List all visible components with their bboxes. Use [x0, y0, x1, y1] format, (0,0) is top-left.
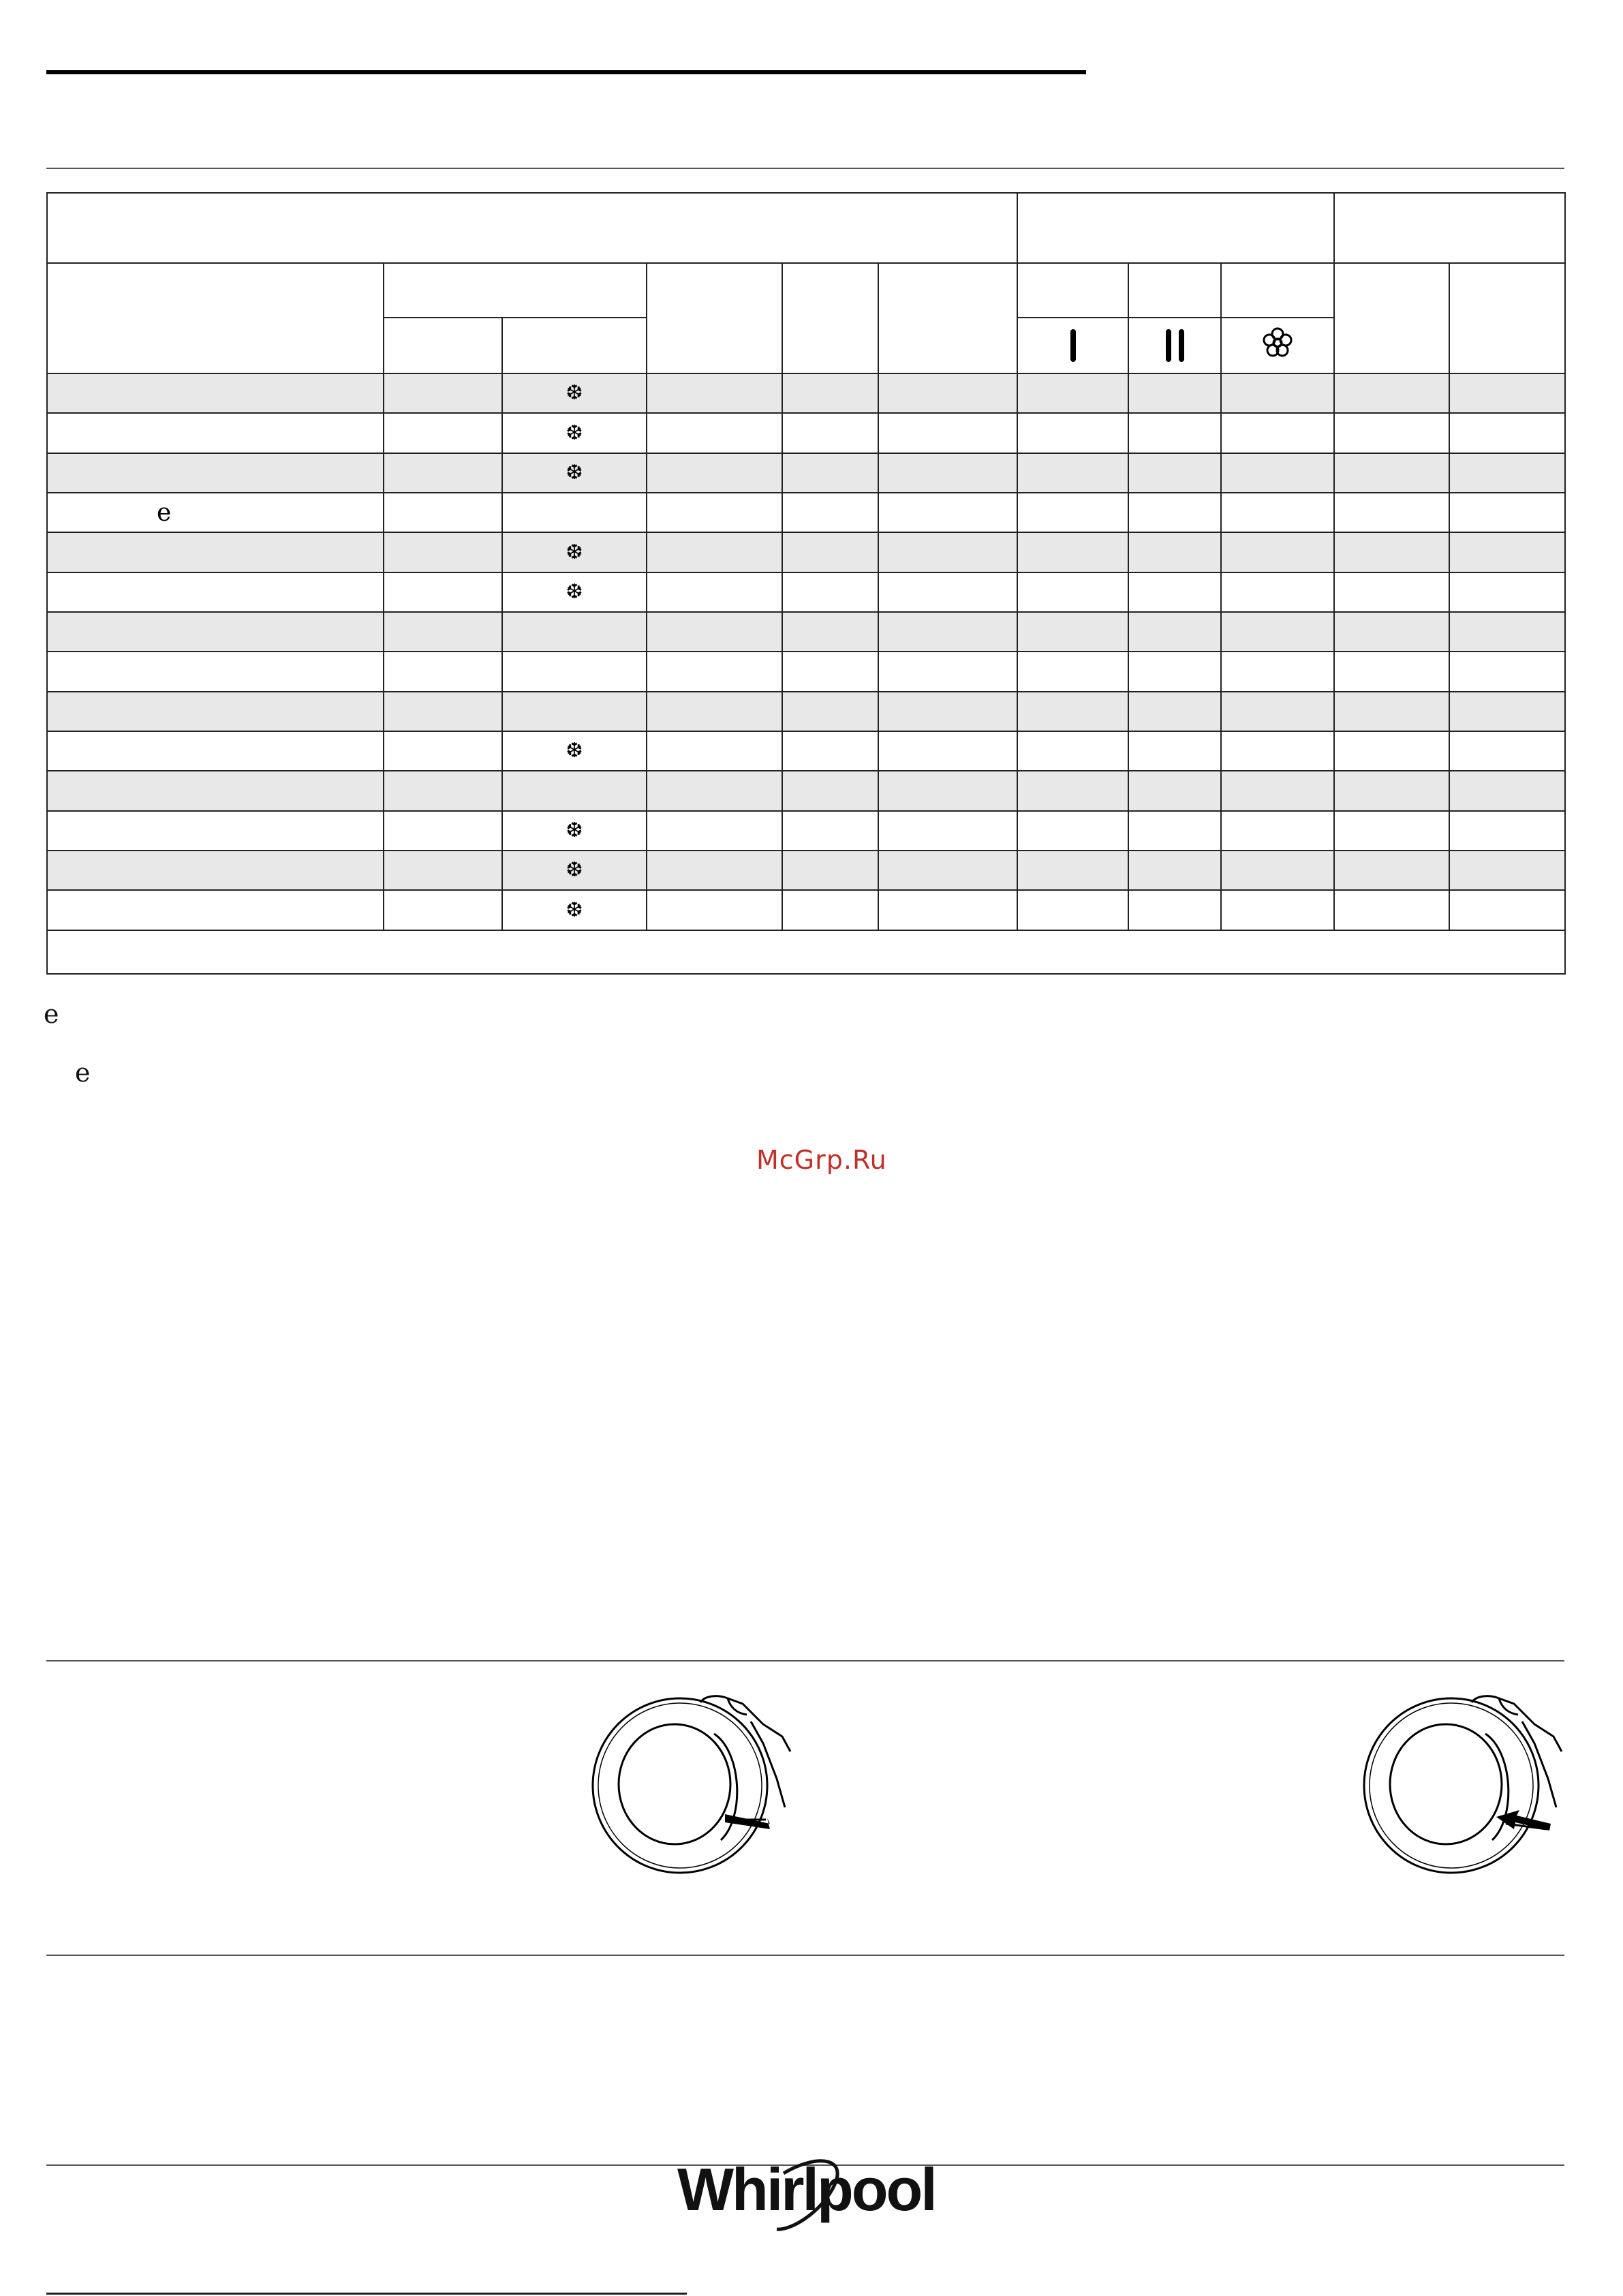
table-cell	[1334, 652, 1449, 691]
table-cell	[384, 652, 502, 691]
header-rule-thick	[46, 70, 1086, 74]
table-cell	[1334, 890, 1449, 930]
table-cell	[384, 373, 502, 413]
header-cell-col5	[782, 263, 878, 373]
table-row	[47, 771, 1565, 810]
table-cell	[782, 532, 878, 572]
header-row-2	[47, 263, 1565, 318]
table-cell	[384, 811, 502, 851]
door-removal-illustration	[585, 1683, 796, 1874]
section-rule-2	[46, 1955, 1564, 1956]
table-cell	[1017, 572, 1128, 612]
header-cell-main	[47, 193, 1017, 263]
table-cell	[1128, 413, 1221, 453]
header-cell-col10	[1334, 263, 1449, 373]
table-cell	[502, 771, 647, 810]
table-cell	[1017, 851, 1128, 890]
table-cell	[502, 731, 647, 771]
table-cell	[1334, 453, 1449, 493]
table-cell	[1449, 572, 1565, 612]
table-cell	[1128, 692, 1221, 731]
table-cell	[502, 493, 647, 532]
table-cell	[782, 493, 878, 532]
double-bar-icon-a	[1166, 329, 1171, 362]
table-cell	[647, 373, 782, 413]
table-cell	[384, 771, 502, 810]
table-row	[47, 532, 1565, 572]
programme-table-body	[47, 373, 1565, 930]
table-cell	[1128, 532, 1221, 572]
snowflake-icon: ❆	[566, 580, 583, 603]
table-cell	[1128, 572, 1221, 612]
single-bar-icon	[1070, 329, 1076, 362]
table-cell	[502, 532, 647, 572]
table-row	[47, 453, 1565, 493]
header-cell-level3	[1221, 263, 1334, 318]
snowflake-icon: ❆	[566, 818, 583, 842]
table-cell	[782, 652, 878, 691]
table-cell	[782, 413, 878, 453]
table-cell	[1334, 771, 1449, 810]
table-cell	[647, 413, 782, 453]
table-cell	[878, 890, 1017, 930]
table-cell	[647, 572, 782, 612]
table-cell	[878, 453, 1017, 493]
table-cell	[1334, 692, 1449, 731]
table-row	[47, 851, 1565, 890]
table-cell	[502, 851, 647, 890]
footnote-marker-2: e	[75, 1058, 91, 1088]
header-cell-col4	[647, 263, 782, 373]
table-cell	[647, 652, 782, 691]
table-cell	[647, 493, 782, 532]
table-cell	[647, 532, 782, 572]
table-cell	[1221, 413, 1334, 453]
logo-text: Whirlpool	[677, 2156, 936, 2223]
table-cell	[47, 811, 384, 851]
table-cell	[1017, 453, 1128, 493]
fan-cell	[1221, 318, 1334, 373]
table-cell	[1449, 652, 1565, 691]
table-row	[47, 692, 1565, 731]
table-cell	[384, 413, 502, 453]
table-cell	[878, 532, 1017, 572]
table-cell	[647, 890, 782, 930]
table-cell	[878, 612, 1017, 652]
table-cell	[878, 731, 1017, 771]
snowflake-icon: ❆	[566, 461, 583, 484]
table-cell	[1128, 652, 1221, 691]
table-cell	[1449, 493, 1565, 532]
table-cell	[878, 851, 1017, 890]
programme-table	[46, 192, 1566, 975]
table-cell	[647, 771, 782, 810]
table-cell	[1017, 890, 1128, 930]
table-cell	[1334, 413, 1449, 453]
snowflake-icon: ❆	[566, 859, 583, 882]
table-cell	[1334, 731, 1449, 771]
table-cell	[47, 572, 384, 612]
arrow-in-icon	[1496, 1810, 1551, 1831]
table-cell	[502, 890, 647, 930]
double-bar-icon-b	[1179, 329, 1184, 362]
level-2-cell	[1128, 318, 1221, 373]
table-cell	[384, 731, 502, 771]
table-cell	[1221, 652, 1334, 691]
table-cell	[1128, 373, 1221, 413]
table-cell	[384, 851, 502, 890]
table-cell	[384, 572, 502, 612]
table-cell	[1334, 851, 1449, 890]
table-cell	[1221, 811, 1334, 851]
footnote-marker-1: e	[44, 999, 59, 1029]
table-cell	[1017, 612, 1128, 652]
door-install-illustration	[1356, 1683, 1567, 1874]
table-cell	[647, 453, 782, 493]
table-cell	[502, 373, 647, 413]
table-cell	[647, 811, 782, 851]
table-cell	[1449, 373, 1565, 413]
table-cell	[1128, 493, 1221, 532]
table-row	[47, 652, 1565, 691]
table-cell	[1221, 731, 1334, 771]
table-cell	[782, 612, 878, 652]
header-cell-level1	[1017, 263, 1128, 318]
table-cell	[1221, 890, 1334, 930]
table-cell	[878, 771, 1017, 810]
table-cell	[878, 692, 1017, 731]
table-cell	[47, 532, 384, 572]
table-cell	[647, 612, 782, 652]
table-cell	[782, 453, 878, 493]
table-cell	[1128, 453, 1221, 493]
whirlpool-logo	[675, 2150, 940, 2239]
header-cell-level2	[1128, 263, 1221, 318]
table-cell	[782, 373, 878, 413]
table-cell	[502, 572, 647, 612]
header-cell-group	[384, 263, 647, 318]
row-marker: e	[157, 498, 172, 527]
table-cell	[782, 731, 878, 771]
table-cell	[1449, 532, 1565, 572]
snowflake-icon: ❆	[566, 898, 583, 921]
table-cell	[1017, 652, 1128, 691]
table-cell	[878, 811, 1017, 851]
table-cell	[782, 811, 878, 851]
table-cell	[878, 493, 1017, 532]
table-cell	[1221, 692, 1334, 731]
table-cell	[1017, 493, 1128, 532]
table-row	[47, 373, 1565, 413]
table-cell	[384, 532, 502, 572]
snowflake-icon: ❆	[566, 540, 583, 564]
table-cell	[1449, 692, 1565, 731]
table-cell	[878, 413, 1017, 453]
table-cell	[1128, 811, 1221, 851]
table-cell	[1128, 612, 1221, 652]
table-cell	[502, 652, 647, 691]
snowflake-icon: ❆	[566, 382, 583, 405]
table-cell	[1128, 731, 1221, 771]
table-cell	[782, 771, 878, 810]
table-cell	[1128, 771, 1221, 810]
table-cell	[1449, 413, 1565, 453]
table-cell	[502, 612, 647, 652]
table-row	[47, 572, 1565, 612]
table-cell	[47, 890, 384, 930]
header-cell-col11	[1449, 263, 1565, 373]
table-cell	[1017, 771, 1128, 810]
table-cell	[1017, 373, 1128, 413]
table-row	[47, 731, 1565, 771]
table-cell	[47, 731, 384, 771]
watermark-text: McGrp.Ru	[756, 1145, 887, 1175]
table-cell	[384, 692, 502, 731]
header-cell-sub2	[502, 318, 647, 373]
table-cell	[47, 692, 384, 731]
table-cell	[47, 413, 384, 453]
table-cell	[1128, 890, 1221, 930]
table-cell	[47, 493, 384, 532]
table-row	[47, 493, 1565, 532]
table-row	[47, 612, 1565, 652]
snowflake-icon: ❆	[566, 421, 583, 444]
table-cell	[782, 890, 878, 930]
table-cell	[384, 453, 502, 493]
table-cell	[647, 692, 782, 731]
table-row	[47, 890, 1565, 930]
table-cell	[647, 851, 782, 890]
arrow-out-icon	[725, 1814, 770, 1829]
table-cell	[782, 851, 878, 890]
table-cell	[782, 572, 878, 612]
footer-row	[47, 930, 1565, 974]
table-cell	[1017, 413, 1128, 453]
table-cell	[1221, 453, 1334, 493]
level-1-cell	[1017, 318, 1128, 373]
table-cell	[1449, 890, 1565, 930]
table-cell	[647, 731, 782, 771]
table-cell	[502, 453, 647, 493]
table-cell	[1334, 373, 1449, 413]
table-cell	[47, 453, 384, 493]
table-cell	[1221, 532, 1334, 572]
table-cell	[502, 413, 647, 453]
table-cell	[47, 652, 384, 691]
table-cell	[1449, 453, 1565, 493]
header-cell-right	[1334, 193, 1565, 263]
table-cell	[1221, 373, 1334, 413]
table-cell	[47, 771, 384, 810]
table-cell	[1449, 731, 1565, 771]
table-cell	[502, 811, 647, 851]
table-cell	[1449, 851, 1565, 890]
table-cell	[1017, 811, 1128, 851]
bottom-rule	[46, 2293, 687, 2295]
header-cell-function	[47, 263, 384, 373]
header-rule-thin	[46, 168, 1564, 169]
table-cell	[384, 890, 502, 930]
header-cell-sub1	[384, 318, 502, 373]
table-cell	[1017, 532, 1128, 572]
table-row	[47, 413, 1565, 453]
table-cell	[1449, 612, 1565, 652]
table-cell	[47, 612, 384, 652]
table-cell	[782, 692, 878, 731]
table-cell	[1128, 851, 1221, 890]
table-cell	[1334, 493, 1449, 532]
fan-icon	[1260, 325, 1295, 361]
table-cell	[1017, 731, 1128, 771]
table-cell	[47, 373, 384, 413]
table-cell	[878, 652, 1017, 691]
snowflake-icon: ❆	[566, 739, 583, 763]
table-cell	[1017, 692, 1128, 731]
table-cell	[878, 572, 1017, 612]
table-cell	[1221, 572, 1334, 612]
table-cell	[1221, 771, 1334, 810]
table-cell	[1449, 771, 1565, 810]
footer-cell	[47, 930, 1565, 974]
table-cell	[1334, 811, 1449, 851]
section-rule-1	[46, 1660, 1564, 1662]
table-cell	[384, 612, 502, 652]
table-cell	[384, 493, 502, 532]
table-cell	[1449, 811, 1565, 851]
table-row	[47, 811, 1565, 851]
table-cell	[878, 373, 1017, 413]
table-cell	[502, 692, 647, 731]
table-cell	[1334, 532, 1449, 572]
header-cell-col6	[878, 263, 1017, 373]
table-cell	[1221, 612, 1334, 652]
header-cell-levels	[1017, 193, 1334, 263]
table-cell	[1334, 612, 1449, 652]
header-row-1	[47, 193, 1565, 263]
table-cell	[47, 851, 384, 890]
table-cell	[1334, 572, 1449, 612]
table-cell	[1221, 851, 1334, 890]
table-cell	[1221, 493, 1334, 532]
